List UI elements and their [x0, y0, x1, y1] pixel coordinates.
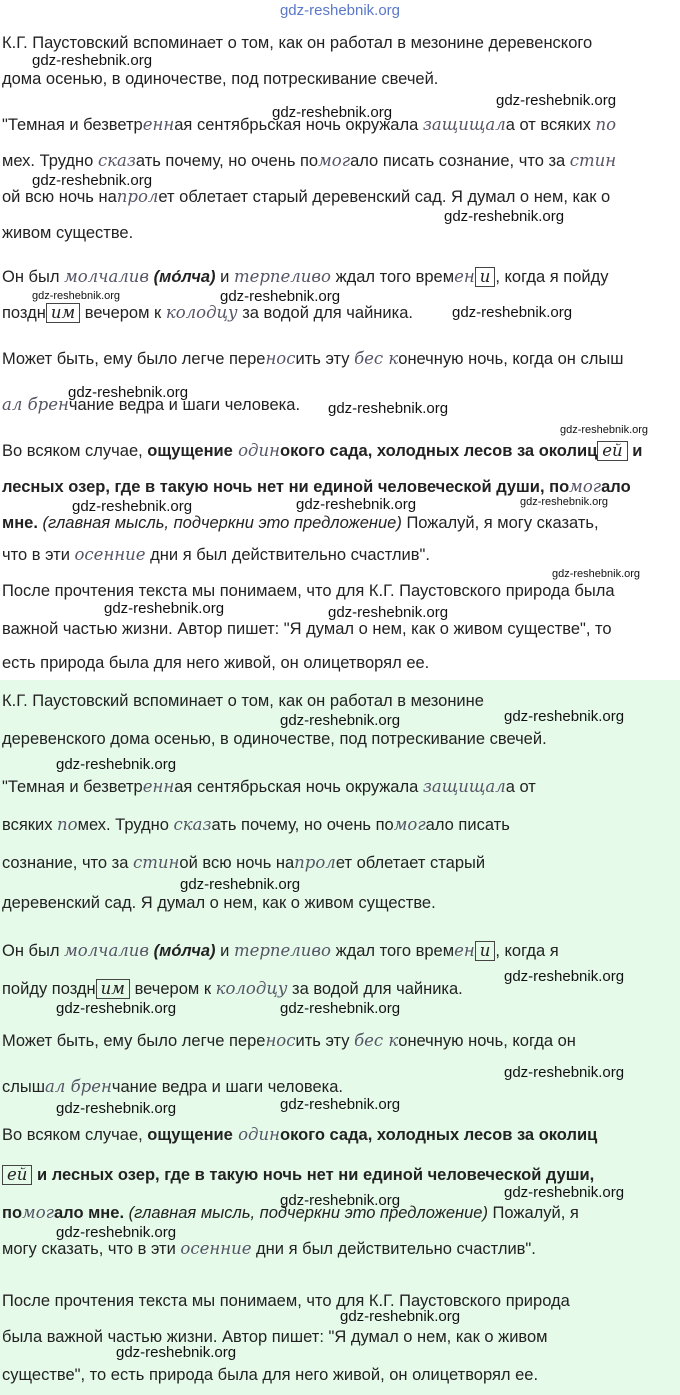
- plain: , когда я: [495, 942, 559, 960]
- text-line: [2, 1076, 343, 1098]
- plain: а от всяких: [505, 116, 596, 134]
- plain: Во всяком случае,: [2, 1126, 148, 1144]
- plain: ать почему, но очень по: [211, 816, 394, 834]
- watermark: gdz-reshebnik.org: [504, 968, 625, 985]
- plain: всяких: [2, 816, 58, 834]
- plain: "Темная и безветр: [2, 778, 143, 796]
- handwritten-mark: сказ: [97, 151, 136, 170]
- italic: (главная мысль, подчеркни это предложение): [124, 1204, 488, 1222]
- handwritten-mark: стин: [133, 853, 180, 872]
- watermark: gdz-reshebnik.org: [68, 384, 189, 401]
- handwritten-mark: нос: [265, 1031, 296, 1050]
- handwritten-mark: терпеливо: [233, 267, 331, 286]
- watermark: gdz-reshebnik.org: [452, 304, 573, 321]
- text-line: деревенского дома осенью, в одиночестве, под потрескивание свечей.: [2, 730, 547, 748]
- plain: Может быть, ему было легче пере: [2, 1032, 266, 1050]
- bold: мне.: [2, 514, 38, 532]
- watermark: gdz-reshebnik.org: [560, 424, 649, 436]
- handwritten-mark: мог: [393, 815, 426, 834]
- text-line: [2, 512, 599, 534]
- watermark: gdz-reshebnik.org: [552, 568, 641, 580]
- text-line: [2, 1238, 536, 1260]
- text-line: деревенский сад. Я думал о нем, как о живом существе.: [2, 894, 436, 912]
- handwritten-mark: один: [232, 441, 280, 460]
- handwritten-mark: колодцу: [215, 979, 288, 998]
- watermark: gdz-reshebnik.org: [72, 498, 193, 515]
- plain: пойду поздн: [2, 980, 96, 998]
- plain: ждал того врем: [330, 942, 455, 960]
- plain: Он был: [2, 942, 65, 960]
- plain: онечную ночь, когда он слыш: [398, 350, 624, 368]
- plain: вечером к: [80, 304, 166, 322]
- watermark: gdz-reshebnik.org: [328, 604, 449, 621]
- plain: Во всяком случае,: [2, 442, 148, 460]
- plain: вечером к: [129, 980, 216, 998]
- watermark: gdz-reshebnik.org: [444, 208, 565, 225]
- text-line: [2, 978, 463, 1000]
- handwritten-mark: бес к: [354, 349, 399, 368]
- handwritten-mark: брен: [22, 395, 69, 414]
- watermark: gdz-reshebnik.org: [104, 600, 225, 617]
- handwritten-mark: мог: [22, 1203, 54, 1222]
- text-line: существе", то есть природа была для него живой, он олицетворял ее.: [2, 1366, 539, 1384]
- plain: ая сентябрьская ночь окружала: [174, 116, 423, 134]
- watermark: gdz-reshebnik.org: [220, 288, 341, 305]
- boxed-ending: и: [475, 941, 496, 961]
- plain: ой всю ночь на: [2, 188, 117, 206]
- text-line: [2, 814, 510, 836]
- exercise-text-white: [0, 24, 680, 680]
- text-line: [2, 1030, 576, 1052]
- site-watermark-link[interactable]: gdz-reshebnik.org: [279, 2, 401, 19]
- text-line: После прочтения текста мы понимаем, что для К.Г. Паустовского природа была: [2, 582, 615, 600]
- watermark: gdz-reshebnik.org: [280, 1192, 401, 1209]
- text-line: важной частью жизни. Автор пишет: "Я думал о нем, как о живом существе", то: [2, 620, 612, 638]
- plain: ая сентябрьская ночь окружала: [174, 778, 423, 796]
- watermark: gdz-reshebnik.org: [180, 876, 301, 893]
- plain: ой всю ночь на: [179, 854, 295, 872]
- watermark: gdz-reshebnik.org: [32, 52, 153, 69]
- bold: ало мне.: [54, 1204, 125, 1222]
- text-line: [2, 776, 536, 798]
- plain: могу сказать, что в эти: [2, 1240, 181, 1258]
- plain: поздн: [2, 304, 46, 322]
- plain: ет облетает старый деревенский сад. Я думал о нем, как о: [158, 188, 611, 206]
- watermark: gdz-reshebnik.org: [328, 400, 449, 417]
- plain: ет облетает старый: [335, 854, 486, 872]
- plain: чание ведра и шаги человека.: [68, 396, 301, 414]
- watermark: gdz-reshebnik.org: [272, 104, 393, 121]
- boxed-ending: и: [475, 267, 496, 287]
- watermark: gdz-reshebnik.org: [504, 708, 625, 725]
- handwritten-mark: осенние: [180, 1239, 252, 1258]
- plain: Пожалуй, я могу сказать,: [401, 514, 599, 532]
- handwritten-mark: ен: [454, 941, 475, 960]
- watermark: gdz-reshebnik.org: [296, 496, 417, 513]
- plain: Пожалуй, я: [487, 1204, 579, 1222]
- watermark: gdz-reshebnik.org: [56, 1100, 177, 1117]
- bold-italic: (мо́лча): [149, 268, 216, 286]
- plain: ждал того врем: [330, 268, 455, 286]
- plain: Может быть, ему было легче пере: [2, 350, 266, 368]
- handwritten-mark: прол: [116, 187, 159, 206]
- plain: мех. Трудно: [2, 152, 98, 170]
- plain: "Темная и безветр: [2, 116, 143, 134]
- plain: и: [215, 942, 234, 960]
- text-line: [2, 940, 559, 962]
- handwritten-mark: ен: [454, 267, 475, 286]
- watermark: gdz-reshebnik.org: [520, 496, 609, 508]
- bold: ощущение: [147, 1126, 233, 1144]
- handwritten-mark: молчалив: [64, 267, 150, 286]
- watermark: gdz-reshebnik.org: [280, 1096, 401, 1113]
- handwritten-mark: осенние: [74, 545, 146, 564]
- bold: окого сада, холодных лесов за околиц: [280, 1126, 598, 1144]
- plain: ить эту: [295, 1032, 355, 1050]
- text-line: [2, 1164, 594, 1186]
- handwritten-mark: по: [57, 815, 78, 834]
- watermark: gdz-reshebnik.org: [56, 1000, 177, 1017]
- handwritten-mark: по: [595, 115, 617, 134]
- bold: окого сада, холодных лесов за околиц: [280, 442, 598, 460]
- text-line: [2, 348, 623, 370]
- watermark: gdz-reshebnik.org: [56, 1224, 177, 1241]
- handwritten-mark: енн: [142, 777, 175, 796]
- handwritten-mark: мог: [318, 151, 351, 170]
- text-line: [2, 476, 631, 498]
- text-line: [2, 266, 608, 288]
- handwritten-mark: защищал: [422, 777, 506, 796]
- plain: мех. Трудно: [77, 816, 174, 834]
- handwritten-mark: молчалив: [64, 941, 150, 960]
- handwritten-mark: бес к: [354, 1031, 399, 1050]
- watermark: gdz-reshebnik.org: [280, 1000, 401, 1017]
- bold: лесных озер, где в такую ночь нет ни единой человеческой души, по: [2, 478, 570, 496]
- watermark: gdz-reshebnik.org: [340, 1308, 461, 1325]
- watermark: gdz-reshebnik.org: [32, 172, 153, 189]
- plain: ало писать сознание, что за: [350, 152, 570, 170]
- bold-italic: (мо́лча): [149, 942, 216, 960]
- bold: ощущение: [147, 442, 233, 460]
- text-line: [2, 302, 413, 324]
- site-header: [0, 0, 680, 24]
- watermark: gdz-reshebnik.org: [504, 1184, 625, 1201]
- handwritten-mark: енн: [142, 115, 175, 134]
- plain: и: [215, 268, 234, 286]
- boxed-ending: ей: [2, 1165, 32, 1185]
- bold: по: [2, 1204, 23, 1222]
- watermark: gdz-reshebnik.org: [280, 712, 401, 729]
- text-line: [2, 150, 616, 172]
- plain: что в эти: [2, 546, 75, 564]
- plain: , когда я пойду: [495, 268, 609, 286]
- exercise-text-green: [0, 680, 680, 1395]
- text-line: есть природа была для него живой, он олицетворял ее.: [2, 654, 430, 672]
- boxed-ending: им: [96, 979, 130, 999]
- plain: Он был: [2, 268, 65, 286]
- text-line: [2, 440, 642, 462]
- plain: ить эту: [295, 350, 355, 368]
- watermark: gdz-reshebnik.org: [56, 756, 177, 773]
- bold: и: [627, 442, 643, 460]
- handwritten-mark: ал: [44, 1077, 66, 1096]
- text-line: дома осенью, в одиночестве, под потрескивание свечей.: [2, 70, 439, 88]
- handwritten-mark: защищал: [422, 115, 506, 134]
- text-line: После прочтения текста мы понимаем, что для К.Г. Паустовского природа: [2, 1292, 570, 1310]
- bold: и лесных озер, где в такую ночь нет ни единой человеческой души,: [32, 1166, 595, 1184]
- plain: ать почему, но очень по: [135, 152, 319, 170]
- text-line: К.Г. Паустовский вспоминает о том, как он работал в мезонине: [2, 692, 484, 710]
- italic: (главная мысль, подчеркни это предложение): [37, 514, 402, 532]
- plain: слыш: [2, 1078, 45, 1096]
- text-line: [2, 852, 485, 874]
- plain: дни я был действительно счастлив".: [145, 546, 430, 564]
- watermark: gdz-reshebnik.org: [32, 290, 121, 302]
- handwritten-mark: ал: [2, 395, 23, 414]
- plain: за водой для чайника.: [237, 304, 413, 322]
- text-line: была важной частью жизни. Автор пишет: "Я думал о нем, как о живом: [2, 1328, 548, 1346]
- plain: за водой для чайника.: [287, 980, 463, 998]
- handwritten-mark: сказ: [173, 815, 212, 834]
- watermark: gdz-reshebnik.org: [496, 92, 617, 109]
- handwritten-mark: прол: [294, 853, 336, 872]
- bold: ало: [601, 478, 631, 496]
- handwritten-mark: один: [232, 1125, 280, 1144]
- text-line: [2, 186, 610, 208]
- boxed-ending: ей: [597, 441, 627, 461]
- watermark: gdz-reshebnik.org: [116, 1344, 237, 1361]
- handwritten-mark: стин: [569, 151, 617, 170]
- handwritten-mark: колодцу: [165, 303, 238, 322]
- handwritten-mark: терпеливо: [233, 941, 331, 960]
- handwritten-mark: брен: [65, 1077, 112, 1096]
- text-line: К.Г. Паустовский вспоминает о том, как он работал в мезонине деревенского: [2, 34, 593, 52]
- watermark: gdz-reshebnik.org: [504, 1064, 625, 1081]
- boxed-ending: им: [46, 303, 80, 323]
- text-line: живом существе.: [2, 224, 134, 242]
- plain: дни я был действительно счастлив".: [251, 1240, 536, 1258]
- handwritten-mark: нос: [265, 349, 296, 368]
- text-line: [2, 1124, 597, 1146]
- text-line: [2, 544, 430, 566]
- plain: чание ведра и шаги человека.: [111, 1078, 344, 1096]
- plain: ало писать: [425, 816, 510, 834]
- plain: сознание, что за: [2, 854, 134, 872]
- handwritten-mark: мог: [569, 477, 602, 496]
- plain: онечную ночь, когда он: [398, 1032, 576, 1050]
- plain: а от: [505, 778, 536, 796]
